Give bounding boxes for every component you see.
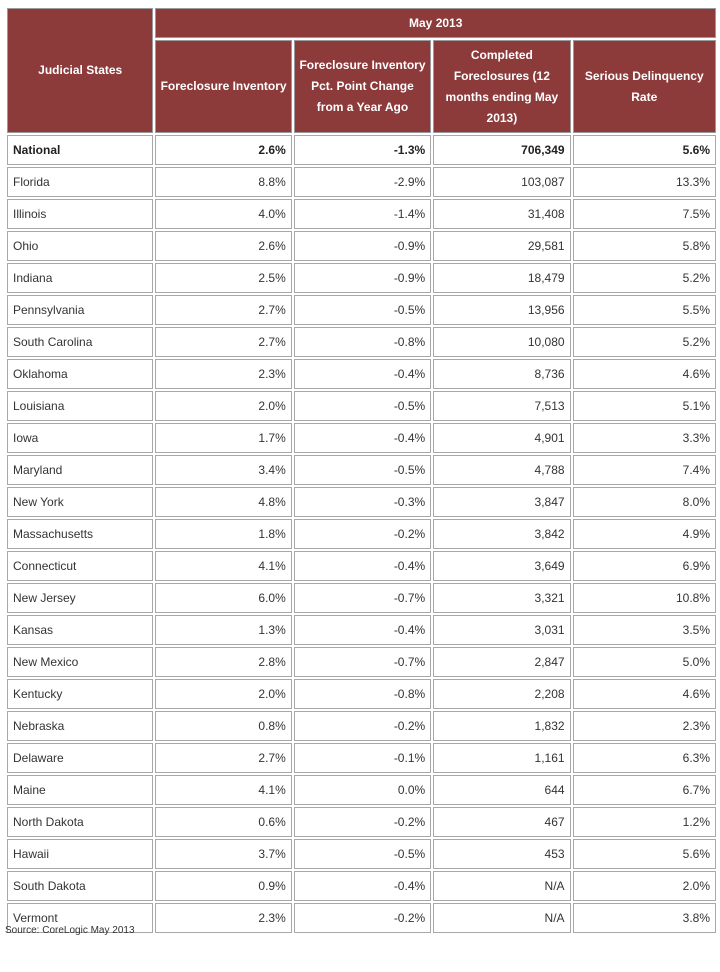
pct-point-change-cell: -0.9%: [294, 231, 431, 261]
state-cell: Connecticut: [7, 551, 153, 581]
state-cell: South Carolina: [7, 327, 153, 357]
state-cell: New Jersey: [7, 583, 153, 613]
pct-point-change-cell: -2.9%: [294, 167, 431, 197]
state-cell: Kentucky: [7, 679, 153, 709]
pct-point-change-cell: -0.7%: [294, 647, 431, 677]
table-row-national: [7, 135, 716, 165]
table-row: [7, 423, 716, 453]
table-row: [7, 263, 716, 293]
table-row: [7, 167, 716, 197]
state-cell: Delaware: [7, 743, 153, 773]
completed-foreclosures-cell: 10,080: [433, 327, 570, 357]
pct-point-change-cell: -1.3%: [294, 135, 431, 165]
completed-foreclosures-cell: 4,788: [433, 455, 570, 485]
completed-foreclosures-cell: 706,349: [433, 135, 570, 165]
pct-point-change-cell: -0.9%: [294, 263, 431, 293]
header-serious-delinquency-rate: Serious Delinquency Rate: [573, 40, 716, 133]
serious-delinquency-cell: 5.6%: [573, 839, 716, 869]
completed-foreclosures-cell: 13,956: [433, 295, 570, 325]
table-row: [7, 711, 716, 741]
table-row: [7, 647, 716, 677]
foreclosure-inventory-cell: 2.7%: [155, 295, 291, 325]
table-header: [7, 8, 716, 133]
foreclosure-inventory-cell: 1.7%: [155, 423, 291, 453]
serious-delinquency-cell: 5.1%: [573, 391, 716, 421]
pct-point-change-cell: -0.4%: [294, 871, 431, 901]
serious-delinquency-cell: 4.6%: [573, 679, 716, 709]
serious-delinquency-cell: 5.6%: [573, 135, 716, 165]
pct-point-change-cell: -0.2%: [294, 903, 431, 933]
foreclosure-inventory-cell: 2.8%: [155, 647, 291, 677]
completed-foreclosures-cell: 103,087: [433, 167, 570, 197]
serious-delinquency-cell: 8.0%: [573, 487, 716, 517]
completed-foreclosures-cell: 3,842: [433, 519, 570, 549]
pct-point-change-cell: -0.5%: [294, 391, 431, 421]
completed-foreclosures-cell: 2,847: [433, 647, 570, 677]
foreclosure-inventory-cell: 0.8%: [155, 711, 291, 741]
foreclosure-inventory-cell: 6.0%: [155, 583, 291, 613]
foreclosure-inventory-cell: 2.3%: [155, 903, 291, 933]
foreclosure-table: [5, 6, 718, 935]
serious-delinquency-cell: 2.3%: [573, 711, 716, 741]
foreclosure-inventory-cell: 2.6%: [155, 135, 291, 165]
header-completed-foreclosures: Completed Foreclosures (12 months ending May 2013): [433, 40, 570, 133]
completed-foreclosures-cell: N/A: [433, 903, 570, 933]
foreclosure-inventory-cell: 8.8%: [155, 167, 291, 197]
pct-point-change-cell: -0.2%: [294, 519, 431, 549]
state-cell: National: [7, 135, 153, 165]
foreclosure-inventory-cell: 2.7%: [155, 327, 291, 357]
completed-foreclosures-cell: 31,408: [433, 199, 570, 229]
completed-foreclosures-cell: 3,847: [433, 487, 570, 517]
state-cell: Illinois: [7, 199, 153, 229]
completed-foreclosures-cell: 3,031: [433, 615, 570, 645]
serious-delinquency-cell: 6.7%: [573, 775, 716, 805]
completed-foreclosures-cell: 4,901: [433, 423, 570, 453]
serious-delinquency-cell: 7.5%: [573, 199, 716, 229]
table-row: [7, 487, 716, 517]
pct-point-change-cell: -1.4%: [294, 199, 431, 229]
completed-foreclosures-cell: 3,321: [433, 583, 570, 613]
pct-point-change-cell: -0.2%: [294, 807, 431, 837]
pct-point-change-cell: -0.7%: [294, 583, 431, 613]
foreclosure-inventory-cell: 0.6%: [155, 807, 291, 837]
table-row: [7, 295, 716, 325]
completed-foreclosures-cell: N/A: [433, 871, 570, 901]
serious-delinquency-cell: 3.3%: [573, 423, 716, 453]
foreclosure-inventory-cell: 2.0%: [155, 391, 291, 421]
table-row: [7, 743, 716, 773]
completed-foreclosures-cell: 8,736: [433, 359, 570, 389]
serious-delinquency-cell: 13.3%: [573, 167, 716, 197]
state-cell: South Dakota: [7, 871, 153, 901]
table-row: [7, 775, 716, 805]
completed-foreclosures-cell: 1,161: [433, 743, 570, 773]
foreclosure-inventory-cell: 3.4%: [155, 455, 291, 485]
pct-point-change-cell: -0.8%: [294, 327, 431, 357]
pct-point-change-cell: -0.4%: [294, 615, 431, 645]
serious-delinquency-cell: 1.2%: [573, 807, 716, 837]
table-body: [7, 135, 716, 933]
table-row: [7, 391, 716, 421]
serious-delinquency-cell: 3.8%: [573, 903, 716, 933]
state-cell: Massachusetts: [7, 519, 153, 549]
table-row: [7, 199, 716, 229]
table-row: [7, 839, 716, 869]
serious-delinquency-cell: 7.4%: [573, 455, 716, 485]
state-cell: North Dakota: [7, 807, 153, 837]
completed-foreclosures-cell: 29,581: [433, 231, 570, 261]
foreclosure-inventory-cell: 4.1%: [155, 775, 291, 805]
header-judicial-states: Judicial States: [7, 8, 153, 133]
table-row: [7, 871, 716, 901]
serious-delinquency-cell: 6.3%: [573, 743, 716, 773]
table-row: [7, 455, 716, 485]
table-row: [7, 327, 716, 357]
pct-point-change-cell: -0.3%: [294, 487, 431, 517]
source-note: Source: CoreLogic May 2013: [5, 925, 135, 936]
serious-delinquency-cell: 4.9%: [573, 519, 716, 549]
pct-point-change-cell: -0.4%: [294, 359, 431, 389]
state-cell: Oklahoma: [7, 359, 153, 389]
serious-delinquency-cell: 10.8%: [573, 583, 716, 613]
serious-delinquency-cell: 5.2%: [573, 263, 716, 293]
state-cell: Ohio: [7, 231, 153, 261]
state-cell: Hawaii: [7, 839, 153, 869]
state-cell: New York: [7, 487, 153, 517]
serious-delinquency-cell: 5.2%: [573, 327, 716, 357]
foreclosure-inventory-cell: 2.6%: [155, 231, 291, 261]
foreclosure-inventory-cell: 2.7%: [155, 743, 291, 773]
completed-foreclosures-cell: 1,832: [433, 711, 570, 741]
pct-point-change-cell: -0.4%: [294, 423, 431, 453]
completed-foreclosures-cell: 3,649: [433, 551, 570, 581]
state-cell: Louisiana: [7, 391, 153, 421]
completed-foreclosures-cell: 644: [433, 775, 570, 805]
table-row: [7, 519, 716, 549]
state-cell: Florida: [7, 167, 153, 197]
state-cell: Vermont: [7, 903, 153, 933]
foreclosure-inventory-cell: 4.1%: [155, 551, 291, 581]
serious-delinquency-cell: 4.6%: [573, 359, 716, 389]
state-cell: Pennsylvania: [7, 295, 153, 325]
foreclosure-inventory-cell: 2.5%: [155, 263, 291, 293]
pct-point-change-cell: -0.2%: [294, 711, 431, 741]
foreclosure-inventory-cell: 0.9%: [155, 871, 291, 901]
serious-delinquency-cell: 2.0%: [573, 871, 716, 901]
table-row: [7, 551, 716, 581]
completed-foreclosures-cell: 7,513: [433, 391, 570, 421]
pct-point-change-cell: -0.5%: [294, 839, 431, 869]
state-cell: Kansas: [7, 615, 153, 645]
foreclosure-inventory-cell: 4.8%: [155, 487, 291, 517]
serious-delinquency-cell: 5.5%: [573, 295, 716, 325]
header-foreclosure-inventory: Foreclosure Inventory: [155, 40, 291, 133]
serious-delinquency-cell: 5.8%: [573, 231, 716, 261]
pct-point-change-cell: -0.5%: [294, 455, 431, 485]
state-cell: Maryland: [7, 455, 153, 485]
foreclosure-inventory-cell: 2.0%: [155, 679, 291, 709]
state-cell: Iowa: [7, 423, 153, 453]
table-row: [7, 359, 716, 389]
state-cell: Indiana: [7, 263, 153, 293]
completed-foreclosures-cell: 2,208: [433, 679, 570, 709]
table-row: [7, 231, 716, 261]
pct-point-change-cell: -0.1%: [294, 743, 431, 773]
table-row: [7, 679, 716, 709]
completed-foreclosures-cell: 18,479: [433, 263, 570, 293]
state-cell: Nebraska: [7, 711, 153, 741]
foreclosure-inventory-cell: 2.3%: [155, 359, 291, 389]
table-row: [7, 583, 716, 613]
pct-point-change-cell: -0.8%: [294, 679, 431, 709]
pct-point-change-cell: -0.5%: [294, 295, 431, 325]
pct-point-change-cell: -0.4%: [294, 551, 431, 581]
table-row: [7, 807, 716, 837]
state-cell: New Mexico: [7, 647, 153, 677]
foreclosure-inventory-cell: 3.7%: [155, 839, 291, 869]
header-pct-point-change: Foreclosure Inventory Pct. Point Change from a Year Ago: [294, 40, 431, 133]
pct-point-change-cell: 0.0%: [294, 775, 431, 805]
serious-delinquency-cell: 6.9%: [573, 551, 716, 581]
foreclosure-inventory-cell: 1.8%: [155, 519, 291, 549]
header-may-2013: May 2013: [155, 8, 716, 38]
serious-delinquency-cell: 3.5%: [573, 615, 716, 645]
completed-foreclosures-cell: 467: [433, 807, 570, 837]
serious-delinquency-cell: 5.0%: [573, 647, 716, 677]
table-row: [7, 615, 716, 645]
completed-foreclosures-cell: 453: [433, 839, 570, 869]
foreclosure-inventory-cell: 1.3%: [155, 615, 291, 645]
state-cell: Maine: [7, 775, 153, 805]
foreclosure-inventory-cell: 4.0%: [155, 199, 291, 229]
